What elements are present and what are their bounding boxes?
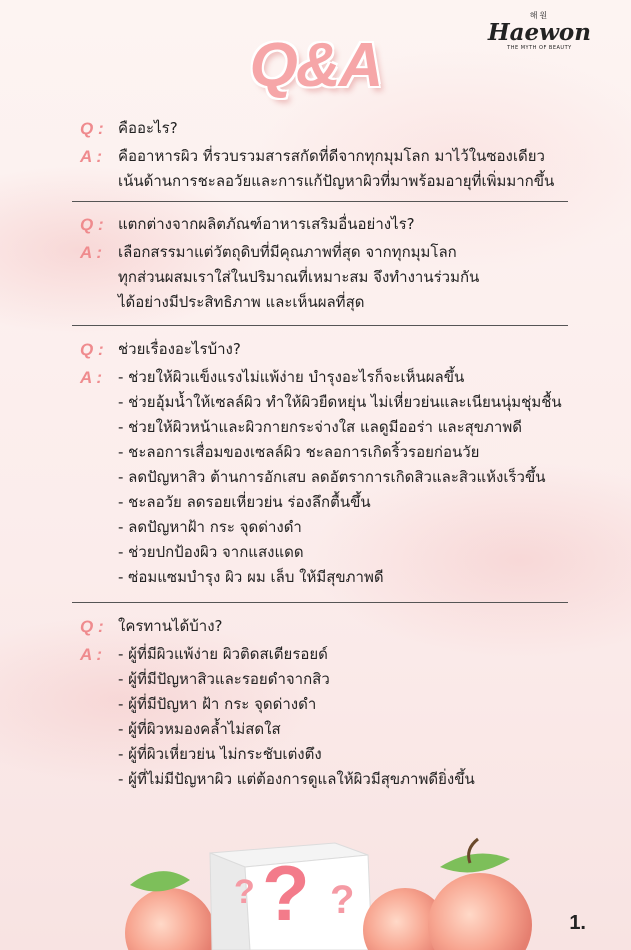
answer-text (118, 240, 479, 315)
answer-line: - ชะลอการเสื่อมของเซลล์ผิว ชะลอการเกิดริ้วรอยก่อนวัย (118, 443, 480, 461)
brand-name: Haewon (487, 19, 591, 46)
question-row (80, 337, 570, 362)
answer-line: - ช่วยให้ผิวแข็งแรงไม่แพ้ง่าย บำรุงอะไรก็จะเห็นผลขึ้น (118, 368, 465, 386)
svg-text:?: ? (262, 849, 310, 937)
answer-text (118, 642, 475, 792)
answer-line: ทุกส่วนผสมเราใส่ในปริมาณที่เหมาะสม จึงทำงานร่วมกัน (118, 268, 480, 286)
answer-line: - ลดปัญหาฝ้า กระ จุดด่างดำ (118, 518, 302, 536)
answer-line: - ลดปัญหาสิว ต้านการอักเสบ ลดอัตราการเกิดสิวและสิวแห้งเร็วขึ้น (118, 468, 546, 486)
peach-right-icon (363, 839, 532, 950)
a-label: A : (80, 645, 103, 664)
q-label: Q : (80, 340, 104, 359)
brand-korean: 해원 (529, 11, 550, 20)
answer-line: เลือกสรรมาแต่วัตถุดิบที่มีคุณภาพที่สุด จากทุกมุมโลก (118, 243, 457, 261)
qa-block-4 (80, 614, 570, 792)
answer-line: - ช่วยอุ้มน้ำให้เซลล์ผิว ทำให้ผิวยืดหยุ่น ไม่เหี่ยวย่นและเนียนนุ่มชุ่มชื้น (118, 393, 562, 411)
page-title: Q&A (249, 31, 382, 100)
answer-line: - ผู้ที่มีผิวแพ้ง่าย ผิวติดสเตียรอยด์ (118, 645, 328, 663)
peach-box-illustration (0, 815, 631, 950)
brand-tagline: THE MYTH OF BEAUTY (507, 45, 572, 51)
answer-line: คืออาหารผิว ที่รวบรวมสารสกัดที่ดีจากทุกมุมโลก มาไว้ในซองเดียว (118, 147, 545, 165)
answer-line: - ผู้ที่มีปัญหา ฝ้า กระ จุดด่างดำ (118, 695, 317, 713)
a-label: A : (80, 243, 103, 262)
q-label: Q : (80, 119, 104, 138)
question-row (80, 212, 570, 237)
a-label: A : (80, 368, 103, 387)
answer-line: - ผู้ที่ผิวหมองคล้ำไม่สดใส (118, 720, 281, 738)
answer-line: - ซ่อมแซมบำรุง ผิว ผม เล็บ ให้มีสุขภาพดี (118, 568, 384, 586)
question-row (80, 614, 570, 639)
peach-left-icon (125, 871, 215, 950)
q-label: Q : (80, 617, 104, 636)
answer-line: - ช่วยปกป้องผิว จากแสงแดด (118, 543, 304, 561)
answer-line: เน้นด้านการชะลอวัยและการแก้ปัญหาผิวที่มาพร้อมอายุที่เพิ่มมากขึ้น (118, 172, 555, 190)
answer-text (118, 144, 554, 194)
q-label: Q : (80, 215, 104, 234)
answer-line: - ชะลอวัย ลดรอยเหี่ยวย่น ร่องลึกตื้นขึ้น (118, 493, 371, 511)
question-text: ช่วยเรื่องอะไรบ้าง? (118, 340, 241, 358)
page-number: 1. (569, 912, 586, 934)
question-text: แตกต่างจากผลิตภัณฑ์อาหารเสริมอื่นอย่างไร? (118, 215, 415, 233)
question-text: ใครทานได้บ้าง? (118, 617, 223, 635)
divider (72, 325, 568, 326)
question-row (80, 116, 570, 141)
answer-line: - ผู้ที่ไม่มีปัญหาผิว แต่ต้องการดูแลให้ผิวมีสุขภาพดียิ่งขึ้น (118, 770, 475, 788)
answer-row (80, 240, 570, 315)
answer-line: - ผู้ที่ผิวเหี่ยวย่น ไม่กระชับเต่งตึง (118, 745, 322, 763)
answer-text (118, 365, 562, 590)
answer-line: - ผู้ที่มีปัญหาสิวและรอยดำจากสิว (118, 670, 330, 688)
answer-row (80, 642, 570, 792)
divider (72, 602, 568, 603)
question-text: คืออะไร? (118, 119, 178, 137)
qa-block-2 (80, 212, 570, 315)
svg-text:?: ? (330, 878, 355, 922)
divider (72, 201, 568, 202)
svg-text:?: ? (234, 873, 255, 911)
answer-row (80, 144, 570, 194)
qa-block-3 (80, 337, 570, 590)
answer-line: ได้อย่างมีประสิทธิภาพ และเห็นผลที่สุด (118, 293, 365, 311)
qa-block-1 (80, 116, 570, 194)
answer-line: - ช่วยให้ผิวหน้าและผิวกายกระจ่างใส แลดูมีออร่า และสุขภาพดี (118, 418, 522, 436)
answer-row (80, 365, 570, 590)
a-label: A : (80, 147, 103, 166)
